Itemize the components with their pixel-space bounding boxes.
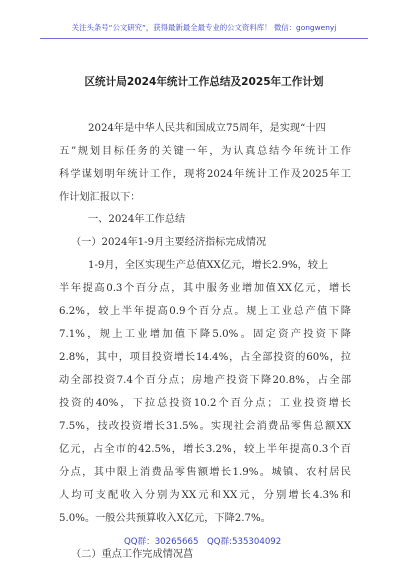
header-banner: 关注头条号“公文研究”，获得最新最全最专业的公文资料库！ 微信：gongwenyj <box>71 23 337 32</box>
paragraph-body-line: 7.5%，技改投资增长31.5%。实现社会消费品零售总额XX <box>59 421 351 432</box>
paragraph-body-line: 动全部投资7.4个百分点；房地产投资下降20.8%，占全部 <box>59 375 351 386</box>
paragraph-body-line: 5.0%。一般公共预算收入X亿元，下降2.7%。 <box>59 513 271 524</box>
paragraph-body-line: 人均可支配收入分别为XX元和XX元，分别增长4.3%和 <box>59 490 351 501</box>
paragraph-body-line: 6.2%，较上半年提高0.9个百分点。规上工业总产值下降 <box>59 306 351 317</box>
paragraph-body-line: 亿元，占全市的42.5%，增长3.2%，较上半年提高0.3个百 <box>59 444 351 455</box>
paragraph-intro-line: 作计划汇报以下： <box>59 192 141 203</box>
header-divider <box>40 38 368 39</box>
paragraph-body-line: 投资的40%，下拉总投资10.2个百分点；工业投资增长 <box>59 398 351 409</box>
section-heading: 一、2024年工作总结 <box>88 214 186 225</box>
footer-qq-group-right: QQ群:535304092 <box>207 537 282 547</box>
subsection-heading: （二）重点工作完成情况菖 <box>71 549 194 560</box>
paragraph-body-line: 7.1%，规上工业增加值下降5.0%。固定资产投资下降 <box>59 329 351 340</box>
paragraph-intro-line: 科学谋划明年统计工作，现将2024年统计工作及2025年工 <box>59 169 351 180</box>
paragraph-body-line: 半年提高0.3个百分点，其中服务业增加值XX亿元，增长 <box>59 283 351 294</box>
paragraph-body-line: 分点，其中限上消费品零售额增长1.9%。城镇、农村居民 <box>59 467 351 478</box>
document-title: 区统计局2024年统计工作总结及2025年工作计划 <box>84 76 324 88</box>
paragraph-body-line: 2.8%，其中，项目投资增长14.4%，占全部投资的60%，拉 <box>59 352 351 363</box>
footer-qq-group-left: QQ群：30265665 <box>124 537 199 547</box>
paragraph-intro-line: 五”规划目标任务的关键一年，为认真总结今年统计工作 <box>59 146 351 157</box>
paragraph-intro-line: 2024年是中华人民共和国成立75周年，是实现“十四 <box>88 123 326 134</box>
subsection-heading: （一）2024年1-9月主要经济指标完成情况 <box>71 237 267 248</box>
paragraph-body-line: 1-9月，全区实现生产总值XX亿元，增长2.9%，较上 <box>88 260 329 271</box>
